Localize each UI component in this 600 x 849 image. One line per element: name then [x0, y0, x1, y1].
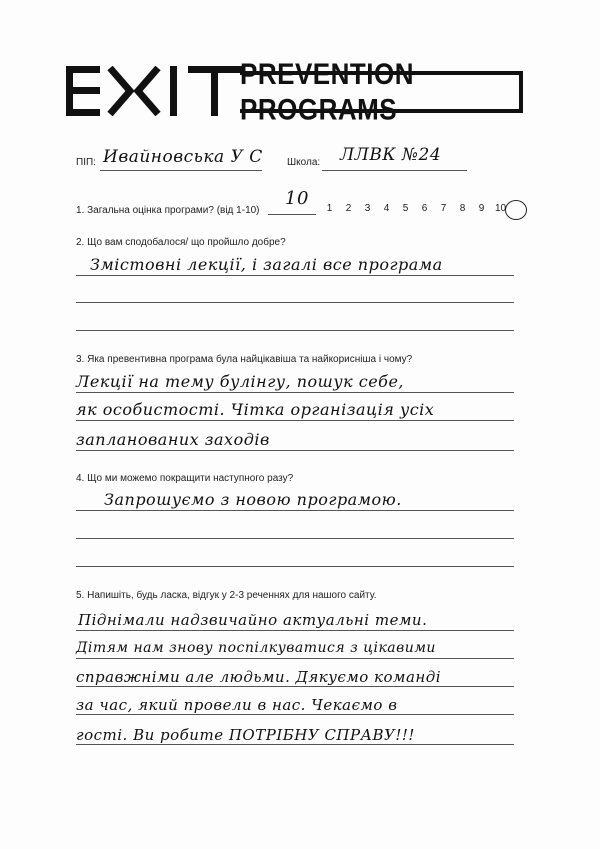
q2-answer-line-1: Змістовні лекції, і загалі все програма: [90, 255, 443, 274]
q5-line-3: [76, 686, 514, 687]
school-value: ЛЛВК №24: [340, 145, 442, 165]
rating-6[interactable]: 6: [421, 203, 428, 214]
q5-answer-line-2: Дітям нам знову поспілкуватися з цікавими: [76, 640, 436, 656]
rating-selected-circle: [505, 200, 527, 220]
rating-5[interactable]: 5: [402, 203, 409, 214]
name-label: ПІП:: [76, 157, 96, 168]
logo-subtitle-box: [240, 56, 523, 127]
rating-9[interactable]: 9: [478, 203, 485, 214]
q3-answer-line-1: Лекції на тему булінгу, пошук себе,: [76, 372, 404, 391]
q5-line-1: [76, 630, 514, 631]
q5-label: 5. Напишіть, будь ласка, відгук у 2-3 реченнях для нашого сайту.: [76, 590, 377, 601]
q5-line-4: [76, 714, 514, 715]
logo-subtitle: PREVENTION PROGRAMS: [240, 56, 415, 127]
rating-3[interactable]: 3: [364, 203, 371, 214]
rating-scale: [320, 203, 510, 214]
q3-answer-line-2: як особистості. Чітка організація усіх: [76, 400, 435, 419]
q3-label: 3. Яка превентивна програма була найцікавіша та найкорисніша і чому?: [76, 354, 413, 365]
q5-answer-line-3: справжніми але людьми. Дякуємо команді: [76, 668, 442, 686]
q2-label: 2. Що вам сподобалося/ що пройшло добре?: [76, 237, 286, 248]
school-line: [322, 170, 467, 171]
q4-line-3: [76, 566, 514, 567]
q3-answer-line-3: запланованих заходів: [76, 430, 270, 449]
q5-line-2: [76, 658, 514, 659]
rating-2[interactable]: 2: [345, 203, 352, 214]
q4-line-1: [76, 510, 514, 511]
name-value: Ивайновська У С: [103, 147, 263, 167]
q3-line-2: [76, 420, 514, 421]
q3-line-1: [76, 392, 514, 393]
q3-line-3: [76, 450, 514, 451]
q1-line: [268, 214, 316, 215]
q4-answer-line-1: Запрошуємо з новою програмою.: [104, 490, 402, 509]
rating-4[interactable]: 4: [383, 203, 390, 214]
q2-line-1: [76, 275, 514, 276]
school-label: Школа:: [287, 157, 321, 168]
rating-10[interactable]: 10: [494, 203, 507, 214]
exit-logo: [66, 66, 246, 116]
q4-line-2: [76, 538, 514, 539]
q5-answer-line-4: за час, який провели в нас. Чекаємо в: [76, 696, 398, 714]
q5-answer-line-5: гості. Ви робите ПОТРІБНУ СПРАВУ!!!: [76, 726, 415, 744]
q5-answer-line-1: Піднімали надзвичайно актуальні теми.: [78, 611, 428, 629]
rating-8[interactable]: 8: [459, 203, 466, 214]
rating-7[interactable]: 7: [440, 203, 447, 214]
q1-handwritten-score: 10: [285, 188, 309, 209]
rating-1[interactable]: 1: [326, 203, 333, 214]
q5-line-5: [76, 744, 514, 745]
q4-label: 4. Що ми можемо покращити наступного разу?: [76, 473, 294, 484]
q2-line-3: [76, 330, 514, 331]
q1-label: 1. Загальна оцінка програми? (від 1-10): [76, 205, 260, 216]
name-line: [100, 170, 262, 171]
q2-line-2: [76, 302, 514, 303]
